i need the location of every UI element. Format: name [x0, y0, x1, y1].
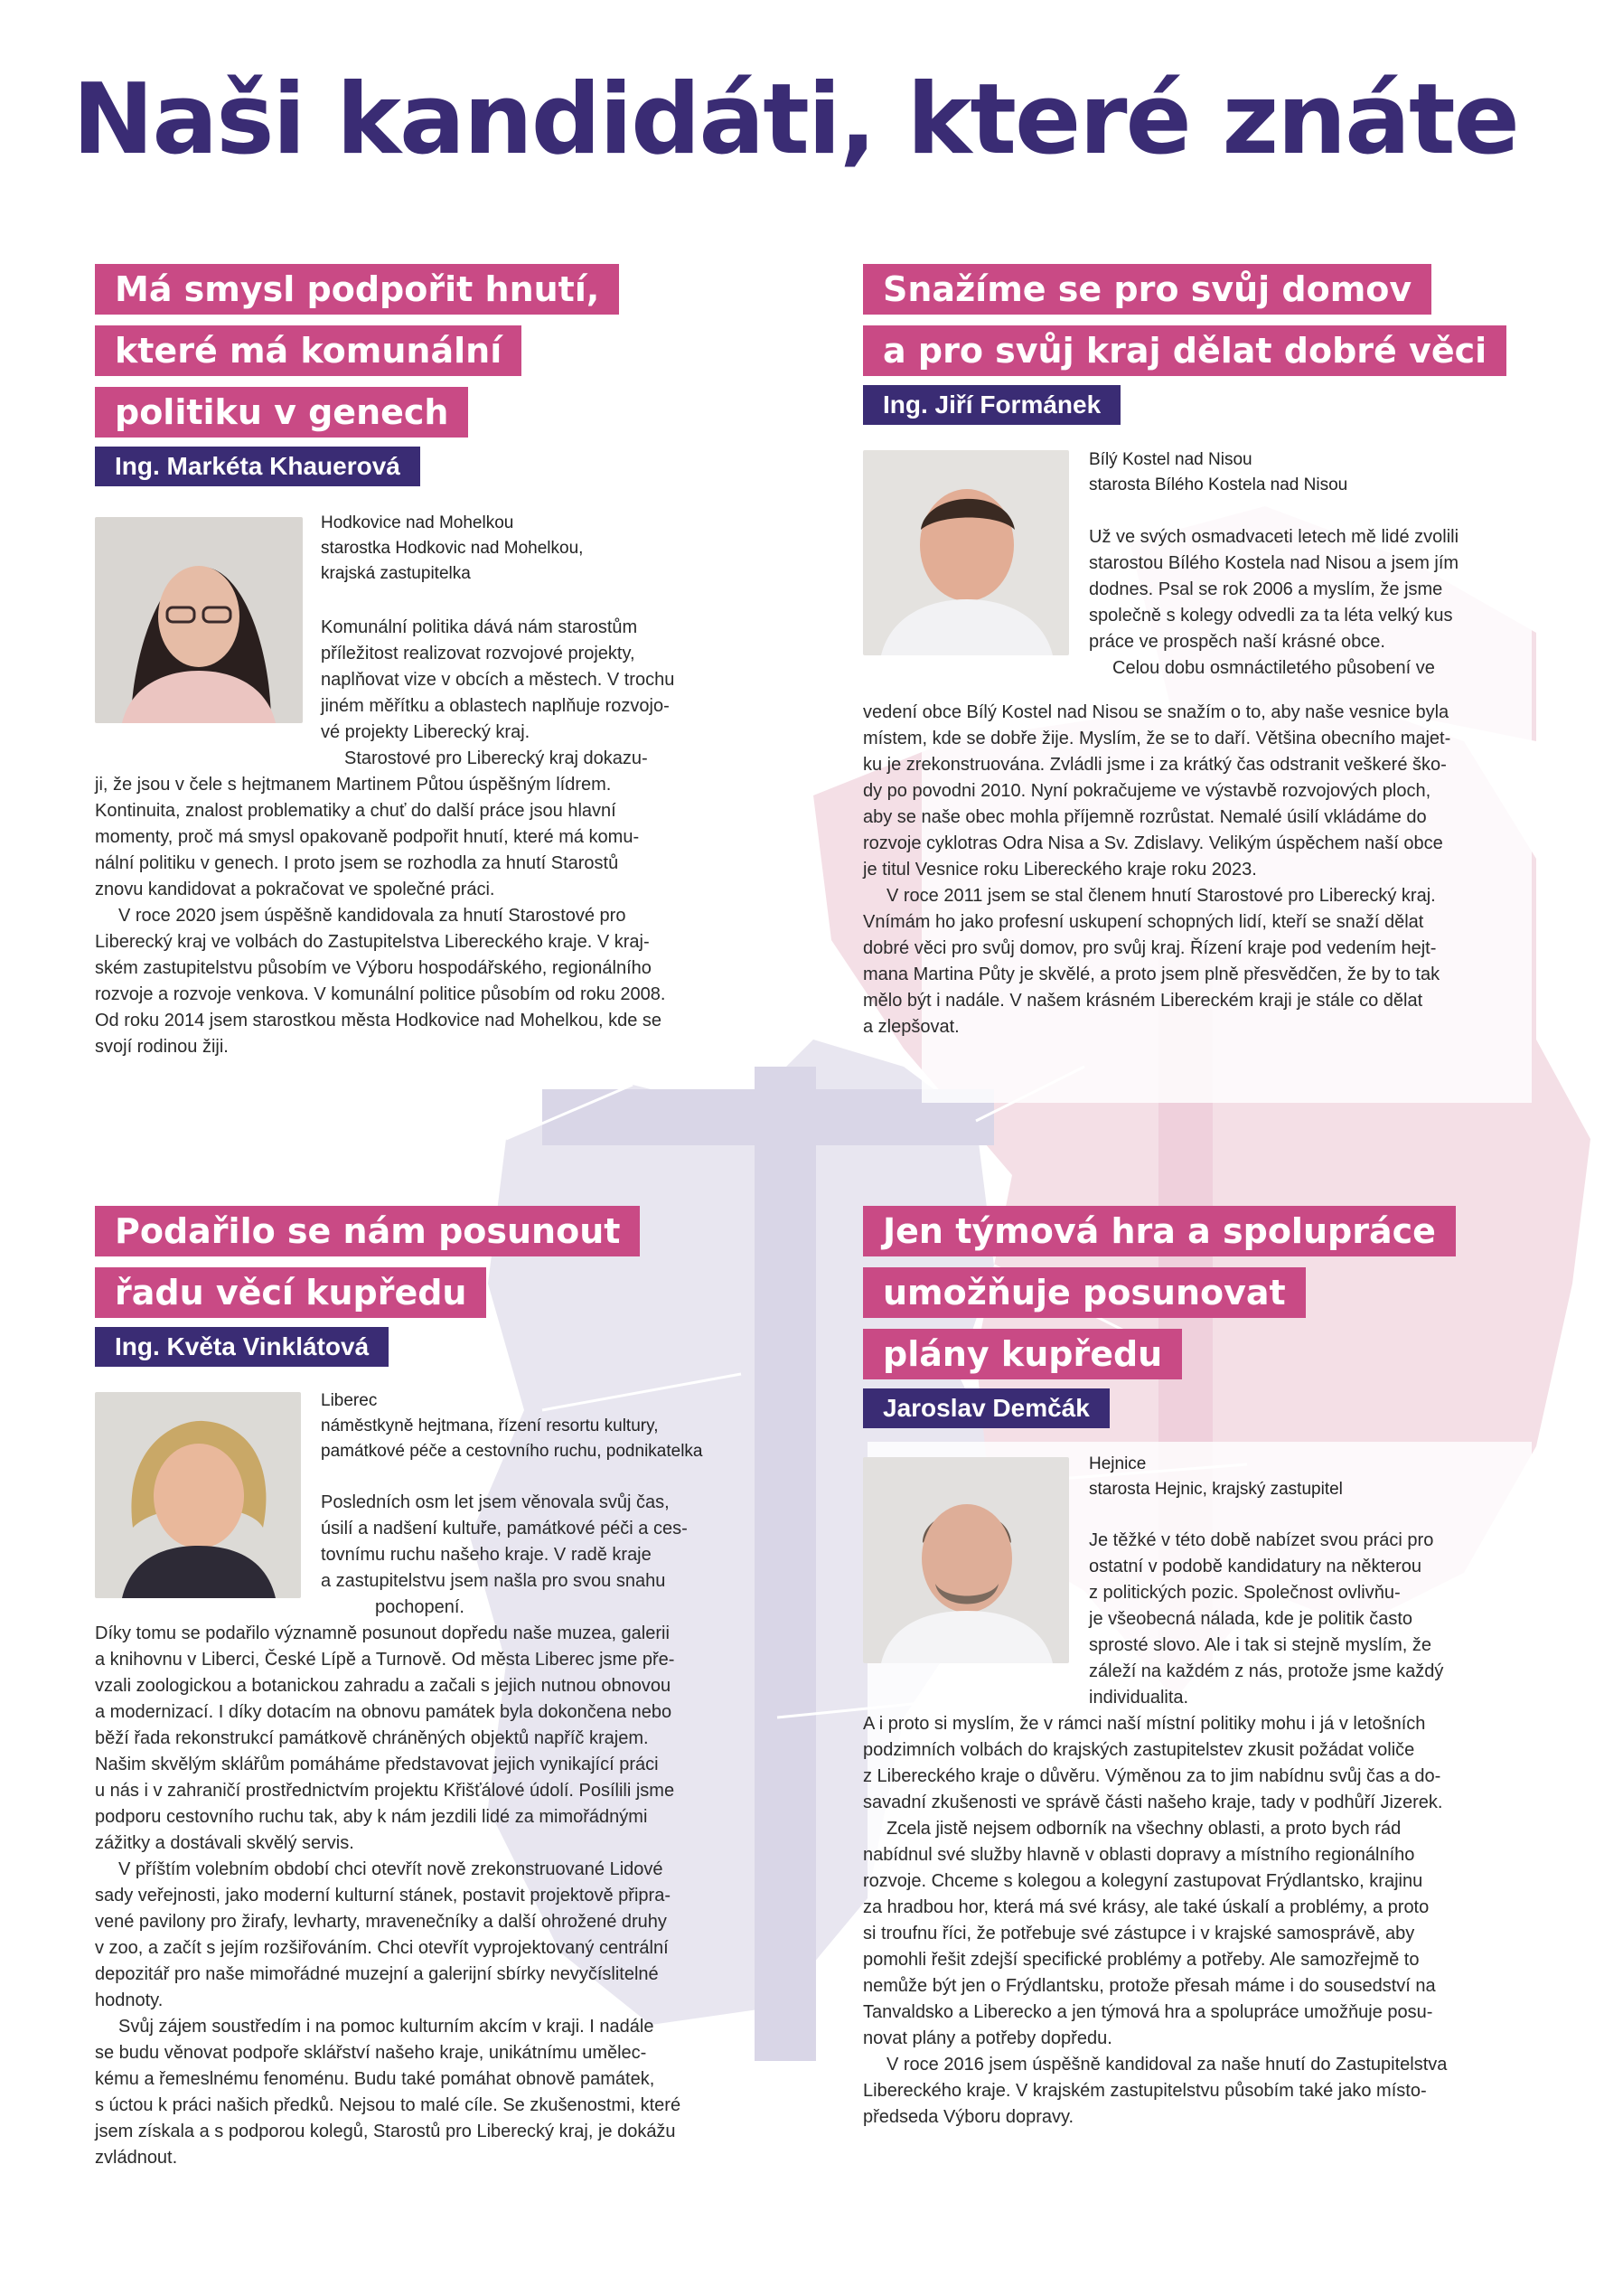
- text-line: a knihovnu v Liberci, České Lípě a Turnově. Od města Liberec jsme pře-: [95, 1650, 675, 1670]
- role-line: starosta Bílého Kostela nad Nisou: [1089, 475, 1348, 494]
- text-line: běží řada rekonstrukcí památkově chráněných objektů napříč krajem.: [95, 1728, 649, 1748]
- candidate-photo: [863, 450, 1069, 655]
- text-line: V příštím volebním období chci otevřít nově zrekonstruované Lidové: [118, 1859, 663, 1879]
- text-line: svojí rodinou žiji.: [95, 1037, 229, 1057]
- headline-line: Má smysl podpořit hnutí,: [95, 264, 619, 315]
- role-line: starosta Hejnic, krajský zastupitel: [1089, 1480, 1343, 1499]
- text-line: dodnes. Psal se rok 2006 a myslím, že jsme: [1089, 579, 1443, 599]
- text-line: podporu cestovního ruchu tak, aby k nám jezdili lidé za mimořádnými: [95, 1807, 648, 1827]
- candidate-role: [1089, 447, 1347, 498]
- role-line: památkové péče a cestovního ruchu, podnikatelka: [321, 1442, 703, 1461]
- text-line: Komunální politika dává nám starostům: [321, 617, 638, 637]
- text-line: si troufnu říci, že potřebuje své zástupce i v krajské samosprávě, aby: [863, 1924, 1415, 1943]
- text-line: A i proto si myslím, že v rámci naší místní politiky mohu i já v letošních: [863, 1714, 1426, 1734]
- text-line: ji, že jsou v čele s hejtmanem Martinem Půtou úspěšným lídrem.: [95, 775, 612, 795]
- text-line: příležitost realizovat rozvojové projekty,: [321, 644, 635, 663]
- candidate-intro: [321, 615, 674, 772]
- candidate-card: [95, 1206, 746, 1367]
- headline: [95, 1206, 746, 1367]
- text-line: Svůj zájem soustředím i na pomoc kulturním akcím v kraji. I nadále: [118, 2017, 654, 2037]
- text-line: úsilí a nadšení kultuře, památkové péči a ces-: [321, 1519, 688, 1539]
- text-line: předseda Výboru dopravy.: [863, 2107, 1074, 2127]
- text-line: pomohli řešit zdejší specifické problémy a potřeby. Ale samozřejmě to: [863, 1950, 1420, 1970]
- candidate-role: [1089, 1452, 1343, 1502]
- role-line: starostka Hodkovic nad Mohelkou,: [321, 539, 584, 558]
- headline-line: plány kupředu: [863, 1329, 1182, 1379]
- text-line: aby se naše obec mohla příjemně rozrůstat. Nemalé úsilí vkládáme do: [863, 807, 1427, 827]
- text-line: sprosté slovo. Ale i tak si stejně myslím, že: [1089, 1635, 1432, 1655]
- text-line: místem, kde se dobře žije. Myslím, že se to daří. Většina obecního majet-: [863, 729, 1451, 748]
- text-line: nabídnul své služby hlavně v oblasti dopravy a místního regionálního: [863, 1845, 1415, 1865]
- candidate-body: [863, 700, 1450, 1040]
- cross-vertical: [755, 1067, 816, 2061]
- text-line: rozvoje. Chceme s kolegou a kolegyní zastupovat Frýdlantsko, krajinu: [863, 1871, 1423, 1891]
- text-line: tovnímu ruchu našeho kraje. V radě kraje: [321, 1545, 652, 1565]
- candidate-role: [321, 1388, 703, 1464]
- text-line: s úctou k práci našich předků. Nejsou to malé cíle. Se zkušenostmi, které: [95, 2095, 681, 2115]
- text-line: v zoo, a začít s jejím rozšiřováním. Chci otevřít vyprojektovaný centrální: [95, 1938, 669, 1958]
- text-line: Od roku 2014 jsem starostkou města Hodkovice nad Mohelkou, kde se: [95, 1011, 661, 1030]
- role-line: Liberec: [321, 1391, 378, 1410]
- page-title: Naši kandidáti, které znáte: [72, 63, 1518, 176]
- headline-line: a pro svůj kraj dělat dobré věci: [863, 325, 1506, 376]
- headline-line: Snažíme se pro svůj domov: [863, 264, 1431, 315]
- candidate-intro: [321, 1490, 688, 1621]
- text-line: podzimních volbách do krajských zastupitelstev zkusit požádat voliče: [863, 1740, 1415, 1760]
- candidate-name: Jaroslav Demčák: [863, 1388, 1110, 1428]
- text-line: je titul Vesnice roku Libereckého kraje roku 2023.: [863, 860, 1257, 880]
- text-line: je všeobecná nálada, kde je politik často: [1089, 1609, 1413, 1629]
- text-line: zážitky a dostávali skvělý servis.: [95, 1833, 354, 1853]
- text-line: nemůže být jen o Frýdlantsku, protože přesah máme i do sousedství na: [863, 1976, 1436, 1996]
- text-line: kému a řemeslnému fenoménu. Budu také pomáhat obnově památek,: [95, 2069, 655, 2089]
- text-line: Starostové pro Liberecký kraj dokazu-: [344, 748, 648, 768]
- text-line: vené pavilony pro žirafy, levharty, mravenečníky a další ohrožené druhy: [95, 1912, 667, 1932]
- headline-line: umožňuje posunovat: [863, 1267, 1306, 1318]
- role-line: Hodkovice nad Mohelkou: [321, 513, 514, 532]
- candidate-photo: [95, 517, 303, 723]
- text-line: dobré věci pro svůj domov, pro svůj kraj. Řízení kraje pod vedením hejt-: [863, 938, 1437, 958]
- text-line: dy po povodni 2010. Nyní pokračujeme ve výstavbě rozvojových ploch,: [863, 781, 1431, 801]
- text-line: vzali zoologickou a botanickou zahradu a začali s jejich nutnou obnovou: [95, 1676, 671, 1696]
- text-line: z politických pozic. Společnost ovlivňu-: [1089, 1583, 1401, 1603]
- text-line: Díky tomu se podařilo významně posunout dopředu naše muzea, galerii: [95, 1623, 670, 1643]
- text-line: Je těžké v této době nabízet svou práci pro: [1089, 1530, 1434, 1550]
- text-line: pochopení.: [375, 1597, 464, 1617]
- candidate-card: [863, 264, 1514, 425]
- text-line: ském zastupitelstvu působím ve Výboru hospodářského, regionálního: [95, 958, 652, 978]
- candidate-body: [95, 1621, 680, 2171]
- text-line: novat plány a potřeby dopředu.: [863, 2028, 1112, 2048]
- candidate-name: Ing. Jiří Formánek: [863, 385, 1121, 425]
- text-line: jiném měřítku a oblastech naplňuje rozvojo-: [321, 696, 670, 716]
- text-line: záleží na každém z nás, protože jsme každý: [1089, 1661, 1444, 1681]
- text-line: jsem získala a s podporou kolegů, Starostů pro Liberecký kraj, je dokážu: [95, 2122, 676, 2141]
- text-line: rozvoje cyklotras Odra Nisa a Sv. Zdislavy. Velikým úspěchem naší obce: [863, 833, 1443, 853]
- headline-line: Podařilo se nám posunout: [95, 1206, 640, 1256]
- text-line: depozitář pro naše mimořádné muzejní a galerijní sbírky nevyčíslitelné: [95, 1964, 659, 1984]
- text-line: rozvoje a rozvoje venkova. V komunální politice působím od roku 2008.: [95, 984, 666, 1004]
- candidate-photo: [863, 1457, 1069, 1663]
- candidate-card: [95, 264, 746, 486]
- headline-line: řadu věcí kupředu: [95, 1267, 486, 1318]
- text-line: Vnímám ho jako profesní uskupení schopných lidí, kteří se snaží dělat: [863, 912, 1424, 932]
- text-line: savadní zkušenosti ve správě části našeho kraje, tady v podhůří Jizerek.: [863, 1793, 1443, 1812]
- candidate-body: [863, 1711, 1447, 2131]
- text-line: za hradbou hor, která má své krásy, ale také úskalí a problémy, a proto: [863, 1897, 1430, 1917]
- role-line: Hejnice: [1089, 1454, 1147, 1473]
- candidate-name: Ing. Markéta Khauerová: [95, 447, 420, 486]
- text-line: znovu kandidovat a pokračovat ve společné práci.: [95, 880, 495, 899]
- role-line: Bílý Kostel nad Nisou: [1089, 450, 1252, 469]
- text-line: a modernizací. I díky dotacím na obnovu památek byla dokončena nebo: [95, 1702, 672, 1722]
- text-line: zvládnout.: [95, 2148, 178, 2168]
- text-line: Posledních osm let jsem věnovala svůj čas,: [321, 1492, 670, 1512]
- candidate-role: [321, 511, 583, 587]
- candidate-name: Ing. Květa Vinklátová: [95, 1327, 389, 1367]
- headline-line: politiku v genech: [95, 387, 468, 438]
- text-line: individualita.: [1089, 1688, 1189, 1708]
- text-line: Libereckého kraje. V krajském zastupitelstvu působím také jako místo-: [863, 2081, 1427, 2101]
- text-line: vedení obce Bílý Kostel nad Nisou se snažím o to, aby naše vesnice byla: [863, 702, 1449, 722]
- role-line: náměstkyně hejtmana, řízení resortu kultury,: [321, 1416, 659, 1435]
- candidate-intro: [1089, 524, 1459, 682]
- text-line: a zastupitelstvu jsem našla pro svou snahu: [321, 1571, 666, 1591]
- text-line: Celou dobu osmnáctiletého působení ve: [1112, 658, 1435, 678]
- headline: [95, 264, 746, 486]
- candidate-intro: [1089, 1528, 1443, 1711]
- text-line: sady veřejnosti, jako moderní kulturní stánek, postavit projektově připra-: [95, 1886, 671, 1905]
- text-line: se budu věnovat podpoře sklářství našeho kraje, unikátnímu umělec-: [95, 2043, 647, 2063]
- text-line: Zcela jistě nejsem odborník na všechny oblasti, a proto bych rád: [886, 1819, 1402, 1839]
- candidate-card: [863, 1206, 1514, 1428]
- text-line: Kontinuita, znalost problematiky a chuť do další práce jsou hlavní: [95, 801, 616, 821]
- text-line: V roce 2020 jsem úspěšně kandidovala za hnutí Starostové pro: [118, 906, 626, 926]
- candidate-photo: [95, 1392, 301, 1598]
- headline: [863, 1206, 1514, 1428]
- text-line: Už ve svých osmadvaceti letech mě lidé zvolili: [1089, 527, 1459, 547]
- text-line: mana Martina Půty je skvělé, a proto jsem plně přesvědčen, že by to tak: [863, 965, 1440, 984]
- text-line: nální politiku v genech. I proto jsem se rozhodla za hnutí Starostů: [95, 853, 619, 873]
- text-line: práce ve prospěch naší krásné obce.: [1089, 632, 1385, 652]
- headline-line: které má komunální: [95, 325, 521, 376]
- text-line: hodnoty.: [95, 1990, 164, 2010]
- text-line: vé projekty Liberecký kraj.: [321, 722, 530, 742]
- text-line: u nás i v zahraničí prostřednictvím projektu Křišťálové údolí. Posílili jsme: [95, 1781, 675, 1801]
- text-line: z Libereckého kraje o důvěru. Výměnou za to jim nabídnu svůj čas a do-: [863, 1766, 1441, 1786]
- text-line: společně s kolegy odvedli za ta léta velký kus: [1089, 606, 1453, 626]
- text-line: ostatní v podobě kandidatury na některou: [1089, 1557, 1422, 1576]
- role-line: krajská zastupitelka: [321, 564, 471, 583]
- text-line: naplňovat vize v obcích a městech. V trochu: [321, 670, 675, 690]
- headline: [863, 264, 1514, 425]
- text-line: a zlepšovat.: [863, 1017, 960, 1037]
- text-line: mělo být i nadále. V našem krásném Libereckém kraji je stále co dělat: [863, 991, 1423, 1011]
- text-line: momenty, proč má smysl opakovaně podpořit hnutí, které má komu-: [95, 827, 640, 847]
- text-line: ku je zrekonstruována. Zvládli jsme i za krátký čas odstranit veškeré ško-: [863, 755, 1447, 775]
- text-line: Tanvaldsko a Liberecko a jen týmová hra a spolupráce umožňuje posu-: [863, 2002, 1433, 2022]
- headline-line: Jen týmová hra a spolupráce: [863, 1206, 1456, 1256]
- text-line: Našim skvělým sklářům pomáháme představovat jejich vynikající práci: [95, 1755, 659, 1774]
- text-line: V roce 2011 jsem se stal členem hnutí Starostové pro Liberecký kraj.: [886, 886, 1436, 906]
- text-line: V roce 2016 jsem úspěšně kandidoval za naše hnutí do Zastupitelstva: [886, 2055, 1448, 2075]
- candidate-body: [95, 772, 665, 1060]
- text-line: starostou Bílého Kostela nad Nisou a jsem jím: [1089, 553, 1459, 573]
- text-line: Liberecký kraj ve volbách do Zastupitelstva Libereckého kraje. V kraj-: [95, 932, 650, 952]
